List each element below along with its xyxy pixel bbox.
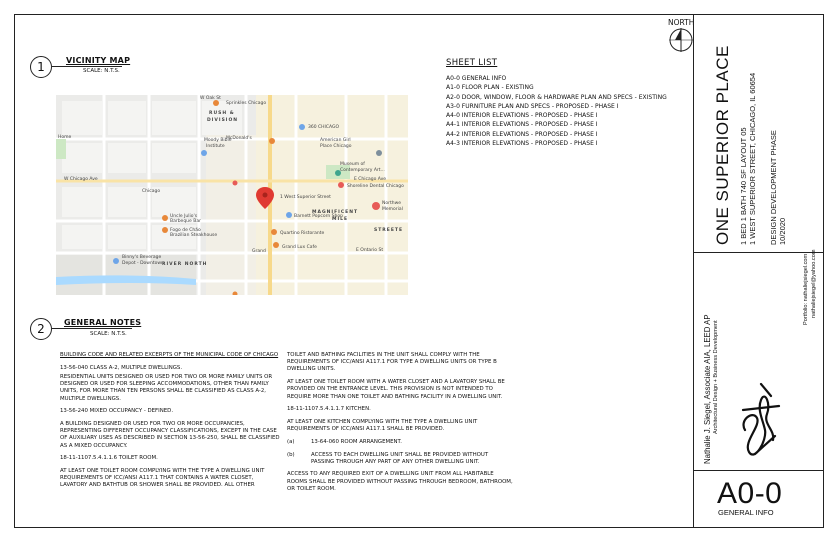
map-e-ontario: E Ontario St <box>356 248 384 253</box>
map-streeterville: STREETE <box>374 228 404 233</box>
map-sprinkles: Sprinkles Chicago <box>226 101 267 106</box>
sheet-list-item: A4-3 INTERIOR ELEVATIONS - PROPOSED - PHASE I <box>446 140 598 148</box>
note-paragraph: AT LEAST ONE TOILET ROOM WITH A WATER CLOSET AND A LAVATORY SHALL BE PROVIDED ON THE ENTRANCE LEVEL. THIS PROVISION IS NOT INTENDED TO REQUIRE MORE THAN ONE TOILET AND BATHING FACILITY IN A DWELLING UNIT. <box>287 379 505 400</box>
detail-number-2: 2 <box>30 318 52 340</box>
map-chicago-ave-e: E Chicago Ave <box>354 177 387 182</box>
map-shoreline: Shoreline Dental Chicago <box>347 184 404 189</box>
detail-number-1: 1 <box>30 56 52 78</box>
note-paragraph: RESIDENTIAL UNITS DESIGNED OR USED FOR TWO OR MORE FAMILY UNITS OR DESIGNED OR USED FOR SLEEPING ACCOMMODATIONS, OTHER THAN FAMILY UNITS, FOR MORE THAN TEN PERSONS SHALL BE CLASSIFIED AS CLASS A-2, MULTIPLE DWELLINGS. <box>60 373 273 402</box>
note-paragraph: A BUILDING DESIGNED OR USED FOR TWO OR MORE OCCUPANCIES, REPRESENTING DIFFERENT OCCUPANCY CLASSIFICATIONS, EXCEPT IN THE CASE OF AUXILIARY USES AS DESCRIBED IN SECTION 13-56-250, SHALL BE CLASSIFIED AS A MIXED OCCUPANCY. <box>60 420 280 449</box>
note-paragraph: 18-11-1107.5.4.1.1.7 KITCHEN. <box>287 406 371 413</box>
designer-name: Nathalie J. Siegel, Associate AIA, LEED AP <box>703 314 712 464</box>
map-mca-2: Contemporary Art... <box>340 168 385 173</box>
note-paragraph: AT LEAST ONE TOILET ROOM COMPLYING WITH THE TYPE A DWELLING UNIT REQUIREMENTS OF ICC/ANSI A117.1 THAT CONTAINS A WATER CLOSET, LAVATORY AND BATHTUB OR SHOWER SHALL BE PROVIDED. ALL OTHER <box>60 467 265 489</box>
map-river-north: RIVER NORTH <box>162 262 208 267</box>
note-marker: (b) <box>287 451 295 458</box>
map-home: Home <box>58 135 72 140</box>
map-grand-station: Grand <box>252 249 266 254</box>
notes-scale: SCALE: N.T.S. <box>90 331 127 337</box>
map-magnificent-1: MAGNIFICENT <box>312 210 359 215</box>
notes-heading: BUILDING CODE AND RELATED EXCERPTS OF THE MUNICIPAL CODE OF CHICAGO <box>60 352 279 358</box>
map-graphic <box>56 95 408 295</box>
notes-column-1 <box>60 352 282 495</box>
note-list-item <box>287 452 513 466</box>
map-pin-label: 1 West Superior Street <box>280 195 331 200</box>
map-w-oak: W Oak St <box>200 96 221 101</box>
sheet-number: A0-0 <box>717 477 783 510</box>
note-paragraph: TOILET AND BATHING FACILITIES IN THE UNIT SHALL COMPLY WITH THE REQUIREMENTS OF ICC/ANSI A117.1 FOR TYPE A DWELLING UNITS OR TYPE B DWELLING UNITS. <box>287 352 497 373</box>
map-mca-1: Museum of <box>340 162 365 167</box>
north-arrow-icon <box>668 27 694 53</box>
note-item-text: ACCESS TO EACH DWELLING UNIT SHALL BE PROVIDED WITHOUT PASSING THROUGH ANY PART OF ANY OTHER DWELLING UNIT. <box>311 451 489 465</box>
map-mcdonalds: McDonald's <box>226 136 252 141</box>
note-paragraph: 13-56-040 CLASS A-2, MULTIPLE DWELLINGS. <box>60 364 183 371</box>
vicinity-title-rule <box>52 66 122 67</box>
designer-portfolio: Portfolio: nathaliejsiegel.com <box>803 253 809 325</box>
map-rush-division-1: RUSH & <box>209 111 235 116</box>
sheet-list-item: A0-0 GENERAL INFO <box>446 75 507 82</box>
project-phase: DESIGN DEVELOPMENT PHASE <box>769 130 778 245</box>
vicinity-map-title: VICINITY MAP <box>66 56 131 65</box>
map-uncle-julio-2: Barbeque Bar <box>170 219 201 224</box>
vicinity-map <box>56 95 408 295</box>
notes-title-rule <box>52 328 132 329</box>
sheet-title: GENERAL INFO <box>718 508 774 517</box>
note-item-text: 13-64-060 ROOM ARRANGEMENT. <box>311 438 402 445</box>
map-american-girl-2: Place Chicago <box>320 144 352 149</box>
vicinity-scale: SCALE: N.T.S. <box>83 68 120 74</box>
note-list-item <box>287 439 513 446</box>
sheet-list <box>446 58 706 148</box>
designer-subtitle: Architectural Design + Business Development <box>713 320 719 434</box>
map-northwestern-1: Northwe <box>382 201 402 206</box>
map-360-chicago: 360 CHICAGO <box>308 125 340 130</box>
map-moody-2: Institute <box>206 144 225 149</box>
map-grand-lux: Grand Lux Cafe <box>282 245 317 250</box>
sheet-list-item: A4-0 INTERIOR ELEVATIONS - PROPOSED - PHASE I <box>446 112 598 120</box>
project-line-1: 1 BED 1 BATH 740 SF LAYOUT 05 <box>739 127 748 245</box>
map-fogo-2: Brazilian Steakhouse <box>170 233 218 238</box>
sheet-list-item: A3-0 FURNITURE PLAN AND SPECS - PROPOSED - PHASE I <box>446 102 619 110</box>
sheet-list-header: SHEET LIST <box>446 58 498 68</box>
map-uncle-julio-1: Uncle Julio's <box>170 214 198 219</box>
map-rush-division-2: DIVISION <box>207 118 239 123</box>
sheet-list-item: A4-1 INTERIOR ELEVATIONS - PROPOSED - PHASE I <box>446 121 598 129</box>
map-american-girl-1: American Girl <box>320 138 351 143</box>
title-block-rule-2 <box>693 470 824 471</box>
designer-email: nathaliejsiegel@yahoo.com <box>811 249 817 318</box>
sheet-list-item: A4-2 INTERIOR ELEVATIONS - PROPOSED - PHASE I <box>446 130 598 138</box>
map-binnys-2: Depot - Downtown <box>122 261 164 266</box>
project-date: 10/2020 <box>778 217 787 245</box>
map-chicago-station: Chicago <box>142 189 161 194</box>
sheet-list-item: A2-0 DOOR, WINDOW, FLOOR & HARDWARE PLAN AND SPECS - EXISTING <box>446 93 667 101</box>
map-fogo-1: Fogo de Chão <box>170 228 201 233</box>
sheet-list-item: A1-0 FLOOR PLAN - EXISTING <box>446 84 534 92</box>
map-chicago-ave-w: W Chicago Ave <box>64 177 98 182</box>
map-northwestern-2: Memorial <box>382 207 403 212</box>
map-magnificent-2: MILE <box>332 217 349 222</box>
general-notes-title: GENERAL NOTES <box>64 318 142 327</box>
note-paragraph: ACCESS TO ANY REQUIRED EXIT OF A DWELLING UNIT FROM ALL HABITABLE ROOMS SHALL BE PROVIDED WITHOUT PASSING THROUGH BEDROOM, BATHROOM, OR TOILET ROOM. <box>287 471 513 492</box>
signature-graphic <box>735 370 785 466</box>
note-paragraph: AT LEAST ONE KITCHEN COMPLYING WITH THE TYPE A DWELLING UNIT REQUIREMENTS OF ICC/ANSI A117.1 SHALL BE PROVIDED. <box>287 418 478 433</box>
map-quartino: Quartino Ristorante <box>280 231 325 236</box>
note-paragraph: 13-56-240 MIXED OCCUPANCY - DEFINED. <box>60 408 174 415</box>
note-paragraph: 18-11-1107.5.4.1.1.6 TOILET ROOM. <box>60 455 158 462</box>
project-name: ONE SUPERIOR PLACE <box>713 45 732 245</box>
north-label: NORTH <box>668 18 695 27</box>
map-moody-1: Moody Bible <box>204 138 232 143</box>
map-barnett: Barnett Popcorn Shop <box>294 214 343 219</box>
notes-column-2 <box>287 352 513 499</box>
project-line-2: 1 WEST SUPERIOR STREET, CHICAGO, IL 60654 <box>748 72 757 245</box>
map-binnys-1: Binny's Beverage <box>122 255 162 260</box>
note-marker: (a) <box>287 438 295 445</box>
